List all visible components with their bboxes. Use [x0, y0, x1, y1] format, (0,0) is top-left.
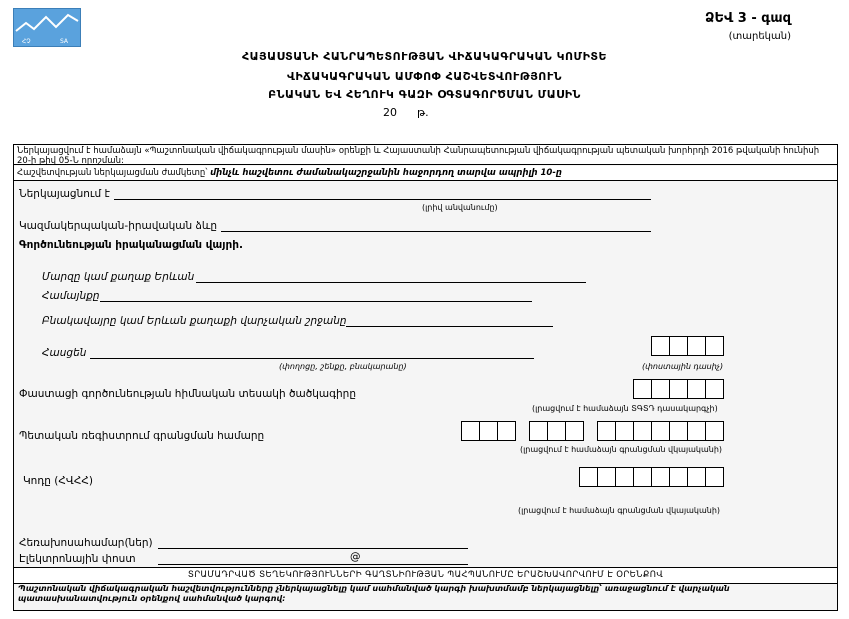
registry-hint: (լրացվում է համաձայն գրանցման վկայականի) [520, 445, 723, 454]
registry-boxes-group-3[interactable] [598, 421, 724, 441]
activity-code-boxes[interactable] [634, 379, 724, 399]
registry-number-label: Պետական ռեգիստրում գրանցման համարը [19, 430, 265, 442]
confidentiality-notice: ՏՐԱՄԱԴՐՎԱԾ ՏԵՂԵԿՈՒԹՅՈՒՆՆԵՐԻ ԳԱՂՏՆԻՈՒԹՅԱՆ ՊԱՀՊԱՆՈՒՄԸ ԵՐԱՇԽԱՎՈՐՎՈՒՄ Է ՕՐԵՆՔՈՎ [14, 567, 837, 584]
activity-place-heading: Գործունեության իրականացման վայրի. [19, 239, 243, 251]
address-hint: (փողոցը, շենքը, բնակարանը) [279, 362, 407, 371]
registry-boxes-group-2[interactable] [530, 421, 584, 441]
phones-field[interactable] [158, 548, 468, 549]
logo-right-text: SA [59, 38, 68, 45]
settlement-field[interactable] [346, 326, 553, 327]
penalty-warning: Պաշտոնական վիճակագրական հաշվետվությունները չներկայացնելը կամ սահմանված կարգի խախտմամբ ներկայացնելը՝ առաջացնում է վարչական պատասխանատվություն օրենքով սահմանված կարգով: [18, 584, 730, 603]
submitted-by-label: Ներկայացնում է [19, 188, 110, 200]
title-line-2: ՎԻՃԱԿԱԳՐԱԿԱՆ ԱՄՓՈՓ ՀԱՇՎԵՏՎՈՒԹՅՈՒՆ [286, 70, 563, 83]
logo-left-text: ՀՉ [22, 38, 31, 45]
deadline-row [14, 166, 837, 181]
settlement-label: Բնակավայրը կամ Երևան քաղաքի վարչական շրջանը [42, 315, 347, 327]
tax-code-boxes[interactable] [580, 467, 724, 487]
region-field[interactable] [196, 282, 586, 283]
year-suffix: թ. [417, 106, 429, 119]
email-label: Էլեկտրոնային փոստ [19, 553, 136, 565]
community-label: Համայնքը [42, 290, 100, 302]
form-period: (տարեկան) [728, 31, 791, 42]
email-at-sign: @ [350, 551, 361, 563]
region-label: Մարզը կամ քաղաք Երևան [42, 271, 195, 283]
year-prefix: 20 [383, 106, 397, 119]
title-line-1: ՀԱՅԱՍՏԱՆԻ ՀԱՆՐԱՊԵՏՈՒԹՅԱՆ ՎԻՃԱԿԱԳՐԱԿԱՆ ԿՈՄԻՏԵ [241, 50, 608, 63]
phones-label: Հեռախոսահամար(ներ) [19, 537, 153, 549]
form-frame [13, 144, 838, 611]
tax-code-label: Կոդը (ՀՎՀՀ) [23, 475, 93, 487]
legal-form-field[interactable] [221, 231, 651, 232]
year-line [383, 106, 429, 119]
postcode-hint: (փոստային դասիչ) [642, 362, 724, 371]
form-number: ՁԵՎ 3 - գազ [705, 11, 791, 26]
activity-code-hint: (լրացվում է համաձայն ՏԳՏԴ դասակարգչի) [532, 404, 718, 413]
title-line-3: ԲՆԱԿԱՆ ԵՎ ՀԵՂՈՒԿ ԳԱԶԻ ՕԳՏԱԳՈՐԾՄԱՆ ՄԱՍԻՆ [268, 88, 581, 101]
deadline-label: Հաշվետվության ներկայացման ժամկետը՝ [17, 168, 208, 178]
statistics-committee-logo [13, 8, 81, 47]
postcode-boxes[interactable] [652, 336, 724, 356]
legal-basis-text: Ներկայացվում է համաձայն «Պաշտոնական վիճակագրության մասին» օրենքի և Հայաստանի Հանրապետության վիճակագրության պետական խորհրդի 2016 թվականի հունիսի 20-ի թիվ 05-Ն որոշման: [14, 145, 837, 165]
tax-code-hint: (լրացվում է համաձայն գրանցման վկայականի) [518, 506, 721, 515]
email-field[interactable] [158, 564, 468, 565]
full-name-hint: (լրիվ անվանումը) [422, 203, 498, 212]
submitted-by-field[interactable] [114, 199, 651, 200]
deadline-value: մինչև հաշվետու ժամանակաշրջանին հաջորդող տարվա ապրիլի 10-ը [210, 168, 562, 178]
legal-form-label: Կազմակերպական-իրավական ձևը [19, 220, 218, 232]
registry-boxes-group-1[interactable] [462, 421, 516, 441]
activity-code-label: Փաստացի գործունեության հիմնական տեսակի ծածկագիրը [19, 388, 356, 400]
community-field[interactable] [100, 301, 532, 302]
address-label: Հասցեն [42, 347, 87, 359]
address-field[interactable] [90, 358, 534, 359]
